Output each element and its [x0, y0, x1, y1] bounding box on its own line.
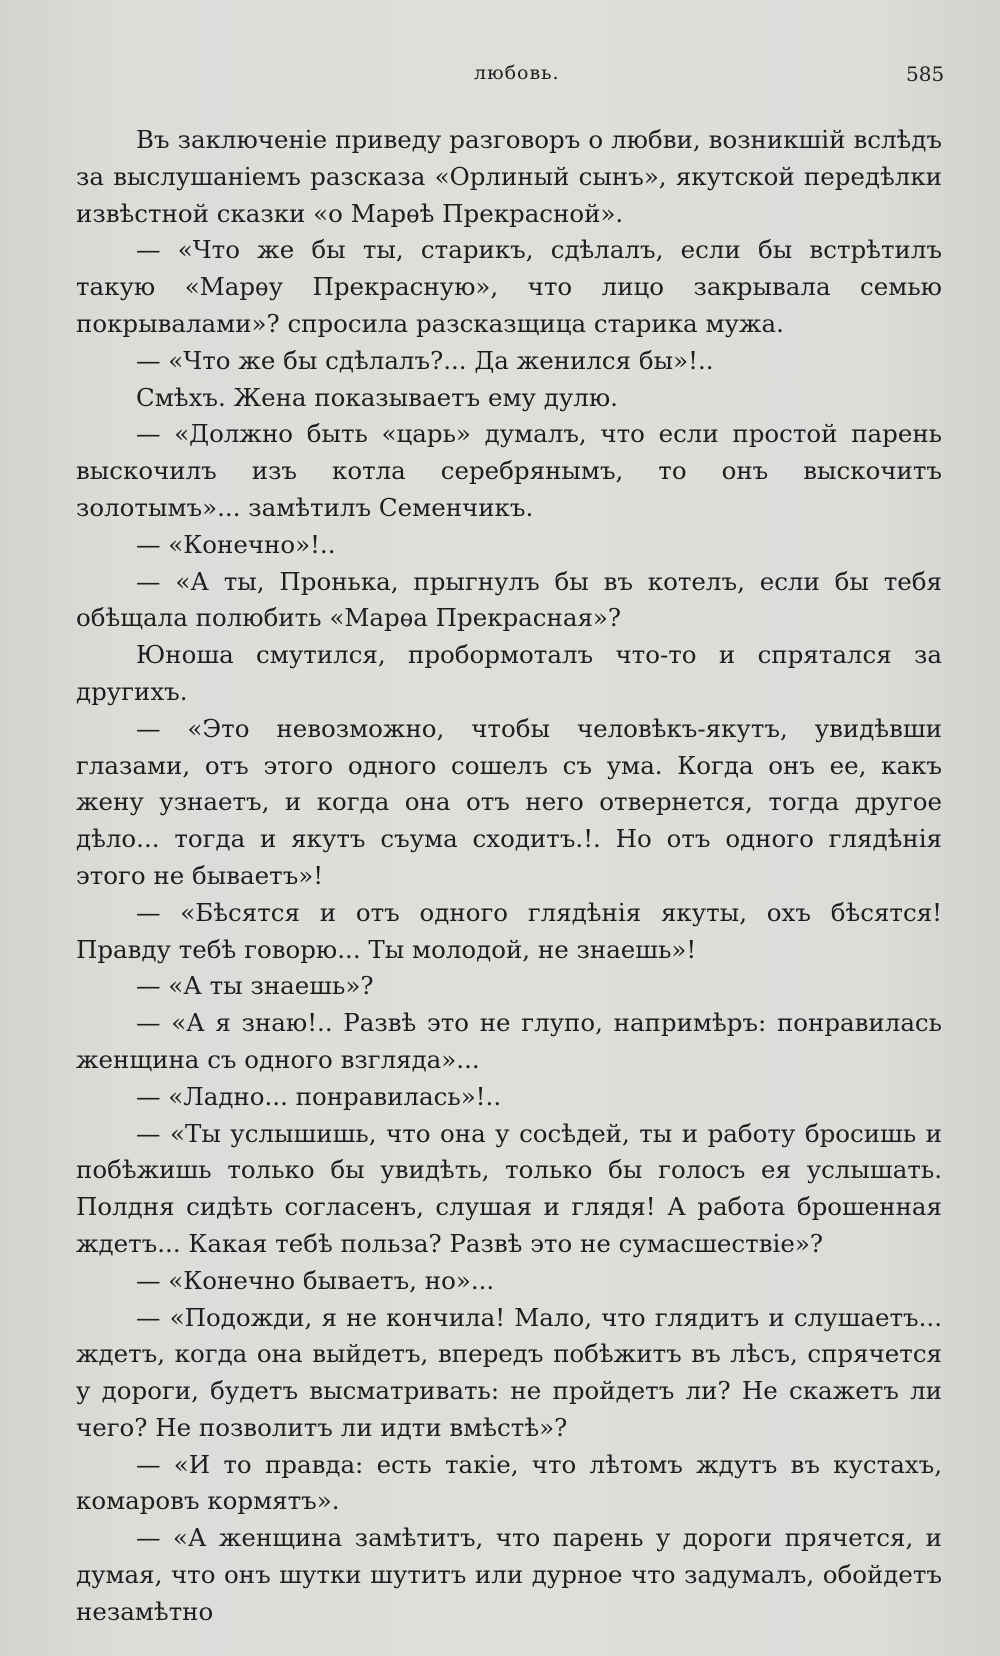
paragraph: — «Подожди, я не кончила! Мало, что глядитъ и слушаетъ... ждетъ, когда она выйдетъ, впередъ побѣжитъ въ лѣсъ, спрячется у дороги, будетъ высматривать: не пройдетъ ли? Не скажетъ ли чего? Не позволитъ ли идти вмѣстѣ»?: [76, 1302, 942, 1442]
running-title: любовь.: [474, 62, 560, 84]
paragraph: — «Конечно»!..: [136, 529, 336, 559]
paragraph: — «Что же бы сдѣлалъ?... Да женился бы»!..: [136, 345, 714, 375]
paragraph: Смѣхъ. Жена показываетъ ему дулю.: [136, 382, 618, 412]
paragraph: — «Это невозможно, чтобы человѣкъ-якутъ, увидѣвши глазами, отъ этого одного сошелъ съ ума. Когда онъ ее, какъ жену узнаетъ, и когда она отъ него отвернется, тогда другое дѣло... тогда и якутъ съума сходитъ.!. Но отъ одного глядѣнія этого не бываетъ»!: [76, 713, 942, 890]
page-number: 585: [906, 62, 945, 86]
paragraph: — «Должно быть «царь» думалъ, что если простой парень выскочилъ изъ котла серебрянымъ, то онъ выскочитъ золотымъ»... замѣтилъ Семенчикъ.: [76, 419, 942, 522]
page-header: [0, 62, 1000, 92]
paragraph: — «Бѣсятся и отъ одного глядѣнія якуты, охъ бѣсятся! Правду тебѣ говорю... Ты молодой, не знаешь»!: [76, 897, 942, 964]
paragraph: — «А ты, Пронька, прыгнулъ бы въ котелъ, если бы тебя обѣщала полюбить «Марѳа Прекрасная»?: [76, 566, 942, 633]
paragraph: — «Что же бы ты, старикъ, сдѣлалъ, если бы встрѣтилъ такую «Марѳу Прекрасную», что лицо закрывала семью покрывалами»? спросила разсказщица старика мужа.: [76, 235, 942, 338]
paragraph: — «Ладно... понравилась»!..: [136, 1081, 502, 1111]
paragraph: — «А ты знаешь»?: [136, 971, 374, 1001]
paragraph: Въ заключеніе приведу разговоръ о любви, возникшій вслѣдъ за выслушаніемъ разсказа «Орлиный сынъ», якутской передѣлки извѣстной сказки «о Марѳѣ Прекрасной».: [76, 125, 942, 228]
paragraph: — «А женщина замѣтитъ, что парень у дороги прячется, и думая, что онъ шутки шутитъ или дурное что задумалъ, обойдетъ незамѣтно: [76, 1523, 942, 1626]
paragraph: — «И то правда: есть такіе, что лѣтомъ ждутъ въ кустахъ, комаровъ кормятъ».: [76, 1449, 942, 1516]
paragraph: — «Ты услышишь, что она у сосѣдей, ты и работу бросишь и побѣжишь только бы увидѣть, только бы голосъ ея услышать. Полдня сидѣть согласенъ, слушая и глядя! А работа брошенная ждетъ... Какая тебѣ польза? Развѣ это не сумасшествіе»?: [76, 1118, 942, 1258]
paragraph: — «А я знаю!.. Развѣ это не глупо, напримѣръ: понравилась женщина съ одного взгляда»...: [76, 1008, 942, 1074]
paragraph: Юноша смутился, пробормоталъ что-то и спрятался за другихъ.: [76, 640, 942, 706]
body-text: [76, 122, 942, 1631]
paragraph: — «Конечно бываетъ, но»...: [136, 1265, 495, 1295]
